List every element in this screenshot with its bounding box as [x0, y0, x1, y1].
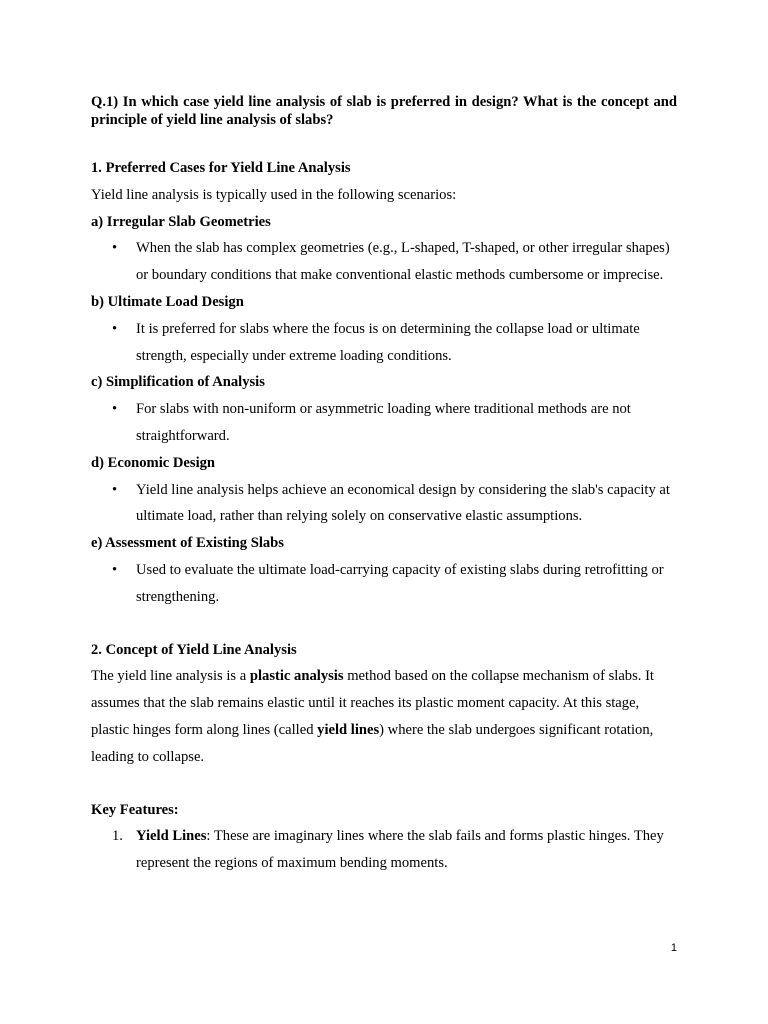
case-b-title: b) Ultimate Load Design — [91, 293, 244, 310]
case-a — [91, 209, 677, 289]
yield-lines-feature-text: : These are imaginary lines where the slab fails and forms plastic hinges. They represent the regions of maximum bending moments. — [136, 828, 664, 872]
bullet-icon: • — [112, 240, 118, 257]
case-e — [91, 530, 677, 610]
list-item — [91, 235, 677, 289]
list-item — [91, 477, 677, 531]
section1-intro: Yield line analysis is typically used in the following scenarios: — [91, 186, 457, 203]
page-number: 1 — [670, 942, 677, 954]
section1-heading: 1. Preferred Cases for Yield Line Analysis — [91, 160, 351, 176]
case-a-list — [91, 235, 677, 289]
case-b-text: It is preferred for slabs where the focus is on determining the collapse load or ultimate strength, especially under extreme loading conditions. — [136, 320, 640, 364]
list-item — [91, 316, 677, 370]
case-c-list — [91, 396, 677, 450]
case-c-title: c) Simplification of Analysis — [91, 374, 265, 391]
case-d-list — [91, 477, 677, 531]
case-b — [91, 289, 677, 369]
yield-lines-term: yield lines — [317, 721, 380, 738]
case-a-title: a) Irregular Slab Geometries — [91, 213, 271, 230]
case-a-text: When the slab has complex geometries (e.g., L-shaped, T-shaped, or other irregular shapes) or boundary conditions that make conventional elastic methods cumbersome or imprecise. — [136, 240, 670, 284]
question-text: Q.1) In which case yield line analysis of slab is preferred in design? What is the concept and principle of yield line analysis of slabs? — [91, 94, 677, 128]
bullet-icon: • — [112, 401, 118, 418]
list-item — [91, 823, 677, 877]
case-e-text: Used to evaluate the ultimate load-carrying capacity of existing slabs during retrofitting or strengthening. — [136, 561, 664, 605]
section2-heading: 2. Concept of Yield Line Analysis — [91, 641, 297, 658]
key-features-heading: Key Features: — [91, 801, 179, 818]
case-c-text: For slabs with non-uniform or asymmetric loading where traditional methods are not straightforward. — [136, 401, 631, 444]
section2-text-2: method based on the collapse mechanism of slabs. It assumes that the slab remains elastic until it reaches its plastic moment capacity. At this stage, plastic hinges form along lines (called — [91, 668, 654, 738]
document-page — [91, 93, 677, 877]
list-item — [91, 557, 677, 611]
case-c — [91, 369, 677, 449]
list-item — [91, 396, 677, 450]
section2-text-1: The yield line analysis is a — [91, 668, 250, 685]
section2-paragraph — [91, 663, 677, 770]
item-number: 1. — [112, 828, 123, 845]
plastic-analysis-term: plastic analysis — [249, 668, 344, 685]
case-b-list — [91, 316, 677, 370]
case-d — [91, 450, 677, 530]
bullet-icon: • — [112, 481, 118, 498]
case-d-text: Yield line analysis helps achieve an economical design by considering the slab's capacity at ultimate load, rather than relying solely on conservative elastic assumptions. — [136, 481, 670, 525]
case-e-list — [91, 557, 677, 611]
bullet-icon: • — [112, 320, 118, 337]
case-d-title: d) Economic Design — [91, 454, 216, 471]
bullet-icon: • — [112, 561, 118, 578]
key-features-list — [91, 823, 677, 877]
yield-lines-feature-term: Yield Lines — [136, 828, 207, 845]
section2-text-3: ) where the slab undergoes significant rotation, leading to collapse. — [91, 721, 654, 765]
case-e-title: e) Assessment of Existing Slabs — [91, 535, 284, 552]
